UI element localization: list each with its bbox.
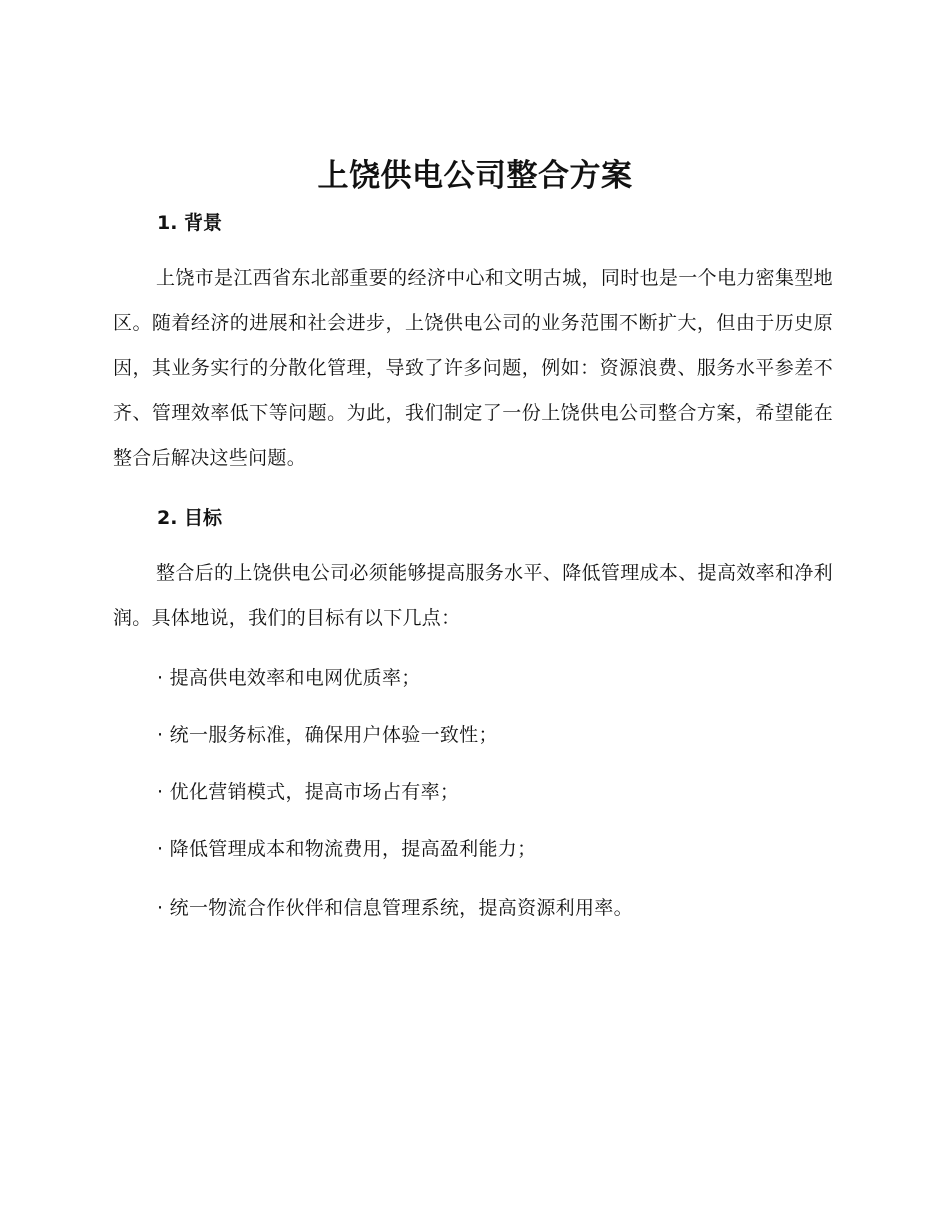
list-item: · 统一服务标准，确保用户体验一致性；	[157, 724, 498, 746]
list-item: · 统一物流合作伙伴和信息管理系统，提高资源利用率。	[157, 897, 633, 919]
list-item: · 优化营销模式，提高市场占有率；	[157, 781, 460, 803]
section-heading-goals: 2. 目标	[157, 507, 223, 529]
goals-paragraph: 整合后的上饶供电公司必须能够提高服务水平、降低管理成本、提高效率和净利润。具体地说，我们的目标有以下几点：	[113, 562, 833, 629]
list-item: · 提高供电效率和电网优质率；	[157, 667, 421, 689]
list-item: · 降低管理成本和物流费用，提高盈利能力；	[157, 838, 537, 860]
document-title: 上饶供电公司整合方案	[317, 158, 633, 194]
section-heading-background: 1. 背景	[157, 212, 223, 234]
background-paragraph: 上饶市是江西省东北部重要的经济中心和文明古城，同时也是一个电力密集型地区。随着经济的进展和社会进步，上饶供电公司的业务范围不断扩大，但由于历史原因，其业务实行的分散化管理，导致了许多问题，例如：资源浪费、服务水平参差不齐、管理效率低下等问题。为此，我们制定了一份上饶供电公司整合方案，希望能在整合后解决这些问题。	[113, 267, 833, 469]
